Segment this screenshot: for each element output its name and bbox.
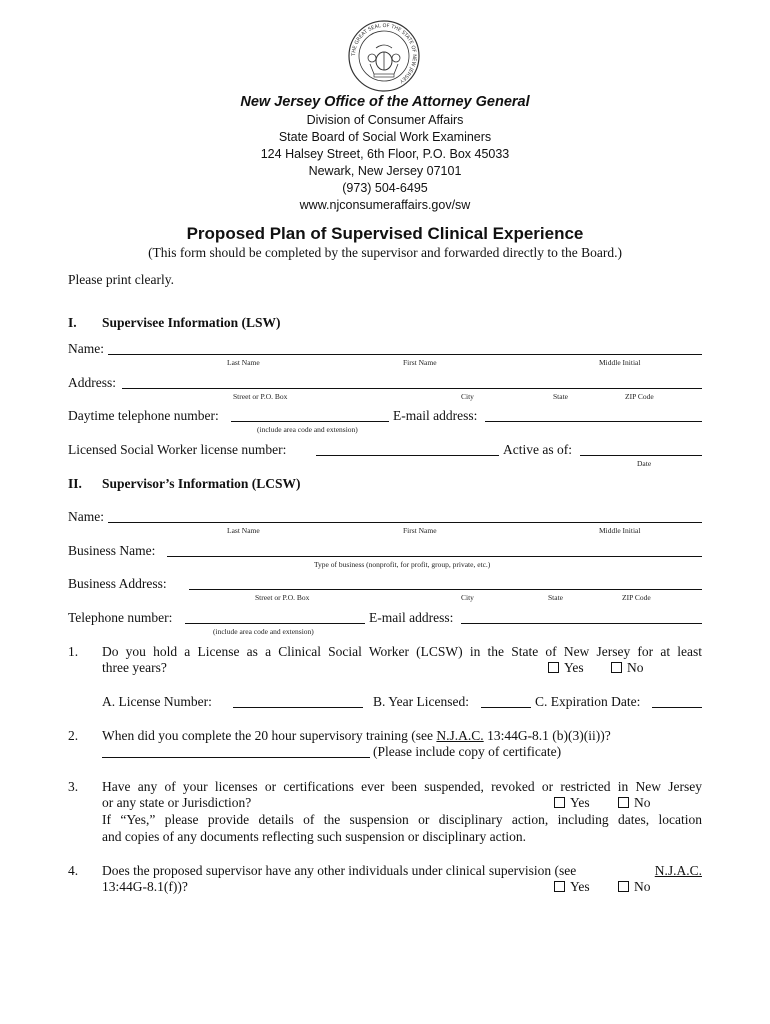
supervisor-name-field[interactable]	[108, 522, 702, 523]
q4-njac-reference: N.J.A.C.	[654, 863, 702, 878]
supervisor-phone-label: Telephone number:	[68, 610, 173, 625]
year-licensed-label: B. Year Licensed:	[373, 694, 469, 709]
q4-text-pre: Does the proposed supervisor have any other individuals under clinical supervision (see	[102, 863, 577, 878]
supervisor-middle-initial-caption: Middle Initial	[599, 526, 641, 535]
supervisor-phone-field[interactable]	[185, 623, 365, 624]
q3-text-line1: Have any of your licenses or certifications ever been suspended, revoked or restricted in New Jersey	[102, 779, 702, 794]
svg-text:THE GREAT SEAL OF THE STATE OF: THE GREAT SEAL OF THE STATE OF NEW JERSEY	[350, 22, 418, 84]
q3-yes-option[interactable]	[554, 795, 590, 811]
active-date-caption: Date	[637, 459, 652, 468]
q4-text-line2: 13:44G-8.1(f))?	[102, 879, 188, 894]
supervisee-phone-label: Daytime telephone number:	[68, 408, 219, 423]
q3-no-label: No	[634, 795, 651, 810]
section2-number: II.	[68, 476, 82, 491]
supervisee-address-field[interactable]	[122, 388, 702, 389]
supervisee-city-caption: City	[461, 392, 474, 401]
year-licensed-field[interactable]	[481, 707, 531, 708]
supervisee-state-caption: State	[553, 392, 568, 401]
q4-no-option[interactable]	[618, 879, 651, 895]
supervisee-zip-caption: ZIP Code	[625, 392, 654, 401]
q3-no-checkbox[interactable]	[618, 797, 629, 808]
supervisor-phone-caption: (include area code and extension)	[213, 627, 314, 636]
business-street-caption: Street or P.O. Box	[255, 593, 310, 602]
q4-no-label: No	[634, 879, 651, 894]
form-title: Proposed Plan of Supervised Clinical Experience	[186, 224, 584, 243]
supervisor-name-label: Name:	[68, 509, 104, 524]
business-name-label: Business Name:	[68, 543, 156, 558]
lsw-license-label: Licensed Social Worker license number:	[68, 442, 287, 457]
board-name: State Board of Social Work Examiners	[278, 130, 492, 144]
q3-text-line3: If “Yes,” please provide details of the suspension or disciplinary action, including dates, location	[102, 812, 702, 827]
q1-text-line1: Do you hold a License as a Clinical Social Worker (LCSW) in the State of New Jersey for at least	[102, 644, 702, 659]
q2-text-line1	[102, 728, 611, 744]
training-date-field[interactable]	[102, 757, 370, 758]
q1-yes-label: Yes	[564, 660, 584, 675]
q4-no-checkbox[interactable]	[618, 881, 629, 892]
supervisor-first-name-caption: First Name	[403, 526, 437, 535]
business-zip-caption: ZIP Code	[622, 593, 651, 602]
q1-number: 1.	[68, 644, 79, 659]
supervisee-address-label: Address:	[68, 375, 116, 390]
q3-yes-checkbox[interactable]	[554, 797, 565, 808]
supervisee-name-field[interactable]	[108, 354, 702, 355]
business-type-caption: Type of business (nonprofit, for profit, group, private, etc.)	[314, 560, 491, 569]
license-number-field[interactable]	[233, 707, 363, 708]
business-city-caption: City	[461, 593, 474, 602]
supervisee-email-label: E-mail address:	[393, 408, 478, 423]
supervisee-last-name-caption: Last Name	[227, 358, 260, 367]
expiration-date-field[interactable]	[652, 707, 702, 708]
business-address-label: Business Address:	[68, 576, 167, 591]
form-subtitle: (This form should be completed by the supervisor and forwarded directly to the Board.)	[148, 245, 622, 260]
q2-njac-reference: N.J.A.C.	[436, 728, 484, 743]
active-as-of-field[interactable]	[580, 455, 702, 456]
q3-number: 3.	[68, 779, 79, 794]
business-name-field[interactable]	[167, 556, 702, 557]
business-address-field[interactable]	[189, 589, 702, 590]
q4-yes-option[interactable]	[554, 879, 590, 895]
q4-number: 4.	[68, 863, 79, 878]
board-phone: (973) 504-6495	[342, 181, 428, 195]
city-address: Newark, New Jersey 07101	[308, 164, 462, 178]
section2-heading: Supervisor’s Information (LCSW)	[102, 476, 301, 491]
q1-yes-checkbox[interactable]	[548, 662, 559, 673]
supervisor-email-label: E-mail address:	[369, 610, 454, 625]
board-website: www.njconsumeraffairs.gov/sw	[299, 198, 471, 212]
supervisee-phone-field[interactable]	[231, 421, 389, 422]
section1-heading: Supervisee Information (LSW)	[102, 315, 281, 330]
supervisee-first-name-caption: First Name	[403, 358, 437, 367]
expiration-date-label: C. Expiration Date:	[535, 694, 641, 709]
q1-no-option[interactable]	[611, 660, 644, 676]
q1-no-label: No	[627, 660, 644, 675]
supervisee-street-caption: Street or P.O. Box	[233, 392, 288, 401]
street-address: 124 Halsey Street, 6th Floor, P.O. Box 45033	[260, 147, 510, 161]
nj-state-seal	[348, 20, 420, 92]
agency-name: New Jersey Office of the Attorney General	[240, 94, 530, 110]
supervisee-middle-initial-caption: Middle Initial	[599, 358, 641, 367]
q3-text-line4: and copies of any documents reflecting such suspension or disciplinary action.	[102, 829, 527, 844]
active-as-of-label: Active as of:	[503, 442, 572, 457]
lsw-license-field[interactable]	[316, 455, 499, 456]
business-state-caption: State	[548, 593, 563, 602]
q4-yes-label: Yes	[570, 879, 590, 894]
supervisee-email-field[interactable]	[485, 421, 702, 422]
division-name: Division of Consumer Affairs	[306, 113, 464, 127]
supervisee-phone-caption: (include area code and extension)	[257, 425, 358, 434]
q3-no-option[interactable]	[618, 795, 651, 811]
q1-yes-option[interactable]	[548, 660, 584, 676]
q1-no-checkbox[interactable]	[611, 662, 622, 673]
q2-text-pre: When did you complete the 20 hour supervisory training (see	[102, 728, 437, 743]
q4-text-line1	[102, 863, 702, 879]
q2-certificate-note: (Please include copy of certificate)	[373, 744, 562, 759]
supervisor-email-field[interactable]	[461, 623, 702, 624]
print-instruction: Please print clearly.	[68, 272, 174, 287]
q3-text-line2: or any state or Jurisdiction?	[102, 795, 252, 810]
license-number-label: A. License Number:	[102, 694, 212, 709]
q4-yes-checkbox[interactable]	[554, 881, 565, 892]
q1-text-line2: three years?	[102, 660, 167, 675]
q2-number: 2.	[68, 728, 79, 743]
section1-number: I.	[68, 315, 77, 330]
q3-yes-label: Yes	[570, 795, 590, 810]
supervisee-name-label: Name:	[68, 341, 104, 356]
supervisor-last-name-caption: Last Name	[227, 526, 260, 535]
q2-text-post: 13:44G-8.1 (b)(3)(ii))?	[483, 728, 611, 743]
